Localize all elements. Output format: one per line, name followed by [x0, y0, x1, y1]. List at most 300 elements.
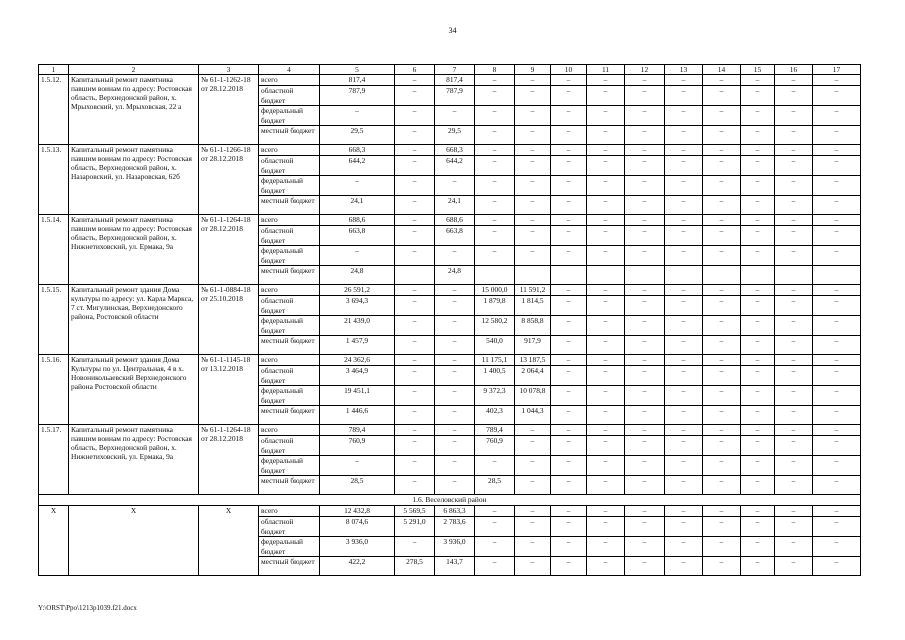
amount-cell: 143,7: [435, 557, 475, 576]
amount-cell: –: [665, 506, 703, 517]
amount-cell: 8 074,6: [320, 517, 395, 537]
amount-cell: –: [625, 557, 665, 576]
amount-cell: –: [587, 386, 625, 406]
amount-cell: –: [741, 476, 775, 495]
amount-cell: –: [813, 336, 861, 355]
funding-source: всего: [259, 355, 320, 366]
amount-cell: –: [741, 406, 775, 425]
item-number: 1.5.17.: [39, 425, 69, 495]
amount-cell: –: [625, 106, 665, 126]
amount-cell: –: [551, 226, 587, 246]
amount-cell: –: [813, 176, 861, 196]
amount-cell: –: [775, 355, 813, 366]
amount-cell: –: [587, 296, 625, 316]
amount-cell: 28,5: [320, 476, 395, 495]
amount-cell: –: [435, 355, 475, 366]
page-number: 34: [448, 26, 457, 35]
amount-cell: –: [703, 215, 741, 226]
amount-cell: –: [587, 196, 625, 215]
amount-cell: –: [813, 506, 861, 517]
amount-cell: [475, 266, 515, 285]
funding-source: областной бюджет: [259, 366, 320, 386]
amount-cell: –: [813, 246, 861, 266]
amount-cell: –: [551, 557, 587, 576]
amount-cell: –: [813, 215, 861, 226]
amount-cell: 789,4: [320, 425, 395, 436]
amount-cell: –: [665, 316, 703, 336]
amount-cell: –: [320, 456, 395, 476]
amount-cell: –: [665, 557, 703, 576]
amount-cell: –: [475, 517, 515, 537]
amount-cell: –: [551, 506, 587, 517]
amount-cell: –: [703, 156, 741, 176]
funding-source: областной бюджет: [259, 86, 320, 106]
amount-cell: –: [515, 425, 551, 436]
amount-cell: –: [665, 406, 703, 425]
amount-cell: –: [703, 296, 741, 316]
amount-cell: –: [665, 226, 703, 246]
amount-cell: 10 078,8: [515, 386, 551, 406]
amount-cell: 760,9: [475, 436, 515, 456]
funding-source: всего: [259, 425, 320, 436]
amount-cell: –: [475, 106, 515, 126]
amount-cell: 5 569,5: [395, 506, 435, 517]
amount-cell: –: [703, 176, 741, 196]
amount-cell: –: [475, 246, 515, 266]
amount-cell: [395, 266, 435, 285]
amount-cell: –: [813, 537, 861, 557]
amount-cell: –: [665, 296, 703, 316]
item-name: Капитальный ремонт здания Дома Культуры по ул. Центральная, 4 в х. Новоникольаевский Верхнедонского района Ростовской области: [69, 355, 199, 425]
amount-cell: –: [435, 366, 475, 386]
amount-cell: –: [625, 355, 665, 366]
amount-cell: –: [435, 246, 475, 266]
amount-cell: –: [741, 537, 775, 557]
amount-cell: –: [775, 215, 813, 226]
amount-cell: –: [587, 75, 625, 86]
table-row: [39, 75, 861, 86]
amount-cell: –: [625, 476, 665, 495]
amount-cell: –: [665, 425, 703, 436]
amount-cell: –: [625, 156, 665, 176]
funding-source: местный бюджет: [259, 476, 320, 495]
column-number: 1: [39, 65, 69, 75]
amount-cell: –: [775, 386, 813, 406]
amount-cell: –: [551, 476, 587, 495]
amount-cell: –: [435, 456, 475, 476]
funding-source: местный бюджет: [259, 406, 320, 425]
amount-cell: [665, 266, 703, 285]
item-name: Капитальный ремонт здания Дома культуры по адресу: ул. Карла Маркса, 7 ст. Мигулинская, Верхнедонского района, Ростовской области: [69, 285, 199, 355]
amount-cell: –: [587, 145, 625, 156]
amount-cell: –: [775, 196, 813, 215]
amount-cell: –: [475, 557, 515, 576]
amount-cell: –: [587, 106, 625, 126]
amount-cell: –: [665, 436, 703, 456]
amount-cell: –: [665, 176, 703, 196]
funding-source: всего: [259, 145, 320, 156]
item-name: Капитальный ремонт памятника павшим воинам по адресу: Ростовская область, Верхнедонской район, х. Мрыховский, ул. Мрыховская, 22 а: [69, 75, 199, 145]
amount-cell: –: [813, 126, 861, 145]
amount-cell: –: [551, 106, 587, 126]
amount-cell: 15 000,0: [475, 285, 515, 296]
amount-cell: –: [515, 246, 551, 266]
amount-cell: –: [475, 215, 515, 226]
amount-cell: 5 291,0: [395, 517, 435, 537]
column-number: 17: [813, 65, 861, 75]
amount-cell: –: [741, 386, 775, 406]
item-number: 1.5.12.: [39, 75, 69, 145]
amount-cell: 24 362,6: [320, 355, 395, 366]
amount-cell: –: [515, 506, 551, 517]
amount-cell: 12 432,8: [320, 506, 395, 517]
funding-source: областной бюджет: [259, 296, 320, 316]
amount-cell: –: [475, 86, 515, 106]
amount-cell: –: [775, 406, 813, 425]
amount-cell: –: [741, 366, 775, 386]
amount-cell: –: [813, 517, 861, 537]
amount-cell: –: [587, 537, 625, 557]
item-document: № 61-1-0884-18 от 25.10.2018: [199, 285, 259, 355]
amount-cell: –: [587, 176, 625, 196]
amount-cell: –: [587, 336, 625, 355]
amount-cell: –: [741, 215, 775, 226]
amount-cell: 24,8: [320, 266, 395, 285]
table-row: [39, 285, 861, 296]
amount-cell: –: [395, 355, 435, 366]
amount-cell: –: [813, 156, 861, 176]
column-number: 11: [587, 65, 625, 75]
amount-cell: –: [587, 517, 625, 537]
column-number: 2: [69, 65, 199, 75]
amount-cell: –: [703, 456, 741, 476]
amount-cell: –: [587, 285, 625, 296]
column-number: 7: [435, 65, 475, 75]
amount-cell: –: [395, 476, 435, 495]
file-path-footer: Y:\ORST\Ppo\1213p1039.f21.docx: [38, 604, 137, 612]
amount-cell: –: [395, 316, 435, 336]
amount-cell: –: [775, 476, 813, 495]
amount-cell: –: [813, 386, 861, 406]
table-row: [39, 355, 861, 366]
amount-cell: 1 446,6: [320, 406, 395, 425]
amount-cell: –: [625, 126, 665, 145]
amount-cell: –: [551, 386, 587, 406]
amount-cell: –: [741, 196, 775, 215]
amount-cell: –: [475, 176, 515, 196]
funding-source: федеральный бюджет: [259, 246, 320, 266]
amount-cell: –: [515, 156, 551, 176]
amount-cell: 668,3: [435, 145, 475, 156]
amount-cell: –: [813, 406, 861, 425]
table-row: [39, 145, 861, 156]
amount-cell: –: [395, 386, 435, 406]
amount-cell: 2 064,4: [515, 366, 551, 386]
amount-cell: 11 591,2: [515, 285, 551, 296]
funding-source: всего: [259, 506, 320, 517]
amount-cell: 29,5: [435, 126, 475, 145]
amount-cell: –: [551, 316, 587, 336]
column-number: 9: [515, 65, 551, 75]
amount-cell: –: [587, 506, 625, 517]
funding-source: местный бюджет: [259, 266, 320, 285]
amount-cell: –: [775, 226, 813, 246]
amount-cell: 26 591,2: [320, 285, 395, 296]
item-number: X: [39, 506, 69, 576]
amount-cell: –: [703, 537, 741, 557]
amount-cell: –: [813, 75, 861, 86]
amount-cell: 668,3: [320, 145, 395, 156]
amount-cell: –: [587, 366, 625, 386]
amount-cell: –: [703, 436, 741, 456]
amount-cell: –: [515, 215, 551, 226]
amount-cell: –: [625, 296, 665, 316]
funding-source: федеральный бюджет: [259, 456, 320, 476]
amount-cell: –: [320, 246, 395, 266]
amount-cell: –: [703, 106, 741, 126]
amount-cell: –: [395, 285, 435, 296]
amount-cell: –: [625, 506, 665, 517]
amount-cell: [813, 266, 861, 285]
amount-cell: –: [587, 425, 625, 436]
amount-cell: –: [775, 506, 813, 517]
amount-cell: –: [665, 126, 703, 145]
amount-cell: –: [551, 436, 587, 456]
amount-cell: –: [551, 296, 587, 316]
amount-cell: –: [551, 156, 587, 176]
amount-cell: –: [395, 246, 435, 266]
amount-cell: –: [587, 156, 625, 176]
amount-cell: –: [395, 176, 435, 196]
amount-cell: –: [665, 285, 703, 296]
amount-cell: –: [515, 145, 551, 156]
funding-source: федеральный бюджет: [259, 176, 320, 196]
amount-cell: –: [587, 86, 625, 106]
amount-cell: –: [813, 355, 861, 366]
amount-cell: 278,5: [395, 557, 435, 576]
amount-cell: –: [775, 176, 813, 196]
amount-cell: 540,0: [475, 336, 515, 355]
amount-cell: –: [665, 517, 703, 537]
funding-source: местный бюджет: [259, 126, 320, 145]
amount-cell: –: [665, 156, 703, 176]
amount-cell: –: [551, 366, 587, 386]
amount-cell: –: [625, 517, 665, 537]
amount-cell: –: [475, 196, 515, 215]
amount-cell: –: [587, 215, 625, 226]
item-document: № 61-1-1264-18 от 28.12.2018: [199, 215, 259, 285]
amount-cell: –: [587, 406, 625, 425]
amount-cell: 663,8: [320, 226, 395, 246]
amount-cell: –: [741, 145, 775, 156]
amount-cell: 688,6: [320, 215, 395, 226]
amount-cell: –: [813, 366, 861, 386]
amount-cell: –: [813, 196, 861, 215]
amount-cell: –: [741, 86, 775, 106]
amount-cell: –: [813, 425, 861, 436]
amount-cell: –: [775, 75, 813, 86]
column-number-row: [39, 65, 861, 75]
amount-cell: –: [775, 316, 813, 336]
amount-cell: –: [475, 537, 515, 557]
amount-cell: –: [665, 215, 703, 226]
column-number: 4: [259, 65, 320, 75]
amount-cell: –: [625, 406, 665, 425]
column-number: 5: [320, 65, 395, 75]
amount-cell: 422,2: [320, 557, 395, 576]
funding-source: федеральный бюджет: [259, 537, 320, 557]
budget-table: [38, 64, 861, 576]
amount-cell: –: [813, 476, 861, 495]
amount-cell: 28,5: [475, 476, 515, 495]
amount-cell: 3 936,0: [435, 537, 475, 557]
column-number: 10: [551, 65, 587, 75]
amount-cell: –: [515, 106, 551, 126]
amount-cell: –: [625, 226, 665, 246]
amount-cell: –: [395, 86, 435, 106]
amount-cell: –: [665, 476, 703, 495]
amount-cell: –: [813, 145, 861, 156]
amount-cell: –: [775, 246, 813, 266]
amount-cell: 29,5: [320, 126, 395, 145]
amount-cell: –: [665, 537, 703, 557]
amount-cell: –: [703, 226, 741, 246]
item-name: X: [69, 506, 199, 576]
amount-cell: –: [515, 517, 551, 537]
amount-cell: –: [551, 456, 587, 476]
column-number: 15: [741, 65, 775, 75]
funding-source: всего: [259, 75, 320, 86]
amount-cell: –: [775, 557, 813, 576]
amount-cell: –: [435, 316, 475, 336]
amount-cell: –: [813, 557, 861, 576]
amount-cell: –: [395, 75, 435, 86]
amount-cell: –: [775, 425, 813, 436]
amount-cell: –: [775, 156, 813, 176]
amount-cell: –: [741, 75, 775, 86]
amount-cell: –: [515, 557, 551, 576]
amount-cell: –: [435, 176, 475, 196]
amount-cell: –: [320, 176, 395, 196]
item-number: 1.5.15.: [39, 285, 69, 355]
amount-cell: [775, 266, 813, 285]
amount-cell: –: [515, 126, 551, 145]
amount-cell: –: [741, 436, 775, 456]
amount-cell: 688,6: [435, 215, 475, 226]
amount-cell: –: [515, 476, 551, 495]
item-number: 1.5.13.: [39, 145, 69, 215]
amount-cell: –: [515, 176, 551, 196]
amount-cell: 402,3: [475, 406, 515, 425]
column-number: 3: [199, 65, 259, 75]
amount-cell: –: [775, 336, 813, 355]
item-document: X: [199, 506, 259, 576]
amount-cell: –: [625, 537, 665, 557]
table-row: [39, 506, 861, 517]
amount-cell: –: [775, 86, 813, 106]
funding-source: всего: [259, 285, 320, 296]
column-number: 16: [775, 65, 813, 75]
amount-cell: –: [475, 156, 515, 176]
amount-cell: –: [741, 557, 775, 576]
amount-cell: –: [741, 336, 775, 355]
amount-cell: –: [515, 537, 551, 557]
amount-cell: –: [625, 215, 665, 226]
funding-source: областной бюджет: [259, 156, 320, 176]
column-number: 12: [625, 65, 665, 75]
amount-cell: –: [775, 296, 813, 316]
amount-cell: –: [665, 336, 703, 355]
amount-cell: –: [515, 226, 551, 246]
amount-cell: –: [665, 75, 703, 86]
amount-cell: 3 936,0: [320, 537, 395, 557]
table-row: [39, 215, 861, 226]
amount-cell: –: [813, 86, 861, 106]
amount-cell: –: [435, 285, 475, 296]
amount-cell: –: [703, 476, 741, 495]
amount-cell: –: [435, 406, 475, 425]
section-row: [39, 495, 861, 506]
funding-source: федеральный бюджет: [259, 386, 320, 406]
amount-cell: –: [587, 316, 625, 336]
funding-source: областной бюджет: [259, 226, 320, 246]
amount-cell: –: [703, 506, 741, 517]
amount-cell: –: [587, 355, 625, 366]
amount-cell: –: [741, 126, 775, 145]
amount-cell: –: [475, 75, 515, 86]
funding-source: федеральный бюджет: [259, 106, 320, 126]
section-title: 1.6. Веселовский район: [39, 495, 861, 506]
amount-cell: –: [741, 506, 775, 517]
amount-cell: –: [625, 75, 665, 86]
amount-cell: –: [395, 145, 435, 156]
amount-cell: –: [587, 476, 625, 495]
amount-cell: –: [587, 456, 625, 476]
amount-cell: –: [515, 86, 551, 106]
column-number: 8: [475, 65, 515, 75]
amount-cell: –: [395, 336, 435, 355]
amount-cell: [703, 266, 741, 285]
amount-cell: –: [665, 366, 703, 386]
amount-cell: –: [775, 106, 813, 126]
amount-cell: –: [665, 386, 703, 406]
amount-cell: –: [625, 285, 665, 296]
amount-cell: –: [813, 436, 861, 456]
amount-cell: –: [395, 366, 435, 386]
amount-cell: –: [395, 196, 435, 215]
amount-cell: –: [551, 215, 587, 226]
amount-cell: –: [475, 126, 515, 145]
amount-cell: –: [625, 386, 665, 406]
amount-cell: 8 858,8: [515, 316, 551, 336]
amount-cell: –: [741, 106, 775, 126]
table-row: [39, 425, 861, 436]
amount-cell: –: [587, 557, 625, 576]
amount-cell: 11 175,1: [475, 355, 515, 366]
amount-cell: –: [475, 506, 515, 517]
amount-cell: –: [775, 366, 813, 386]
amount-cell: 789,4: [475, 425, 515, 436]
amount-cell: [515, 266, 551, 285]
amount-cell: –: [395, 406, 435, 425]
amount-cell: –: [703, 246, 741, 266]
amount-cell: –: [741, 156, 775, 176]
amount-cell: –: [475, 145, 515, 156]
amount-cell: –: [551, 537, 587, 557]
amount-cell: –: [395, 126, 435, 145]
amount-cell: –: [551, 336, 587, 355]
amount-cell: [551, 266, 587, 285]
